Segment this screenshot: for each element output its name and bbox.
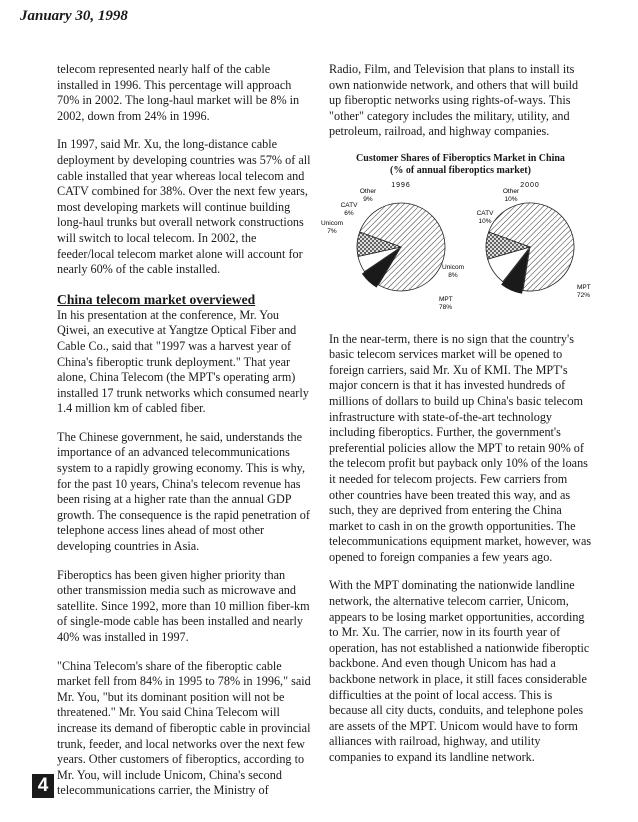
- pie-value-mpt: 72%: [577, 291, 591, 299]
- pie-label-catv: CATV: [340, 201, 358, 209]
- pie-label-mpt: MPT: [439, 295, 453, 303]
- pie-value-mpt: 78%: [439, 303, 453, 311]
- right-column: [320, 62, 592, 766]
- pie-year-label: 1996: [391, 181, 411, 189]
- section-heading: China telecom market overviewed: [57, 291, 256, 307]
- paragraph: The Chinese government, he said, understands the importance of an advanced telecommunications system to a rapidly growing economy. This is why, for the past 10 years, China's telecom revenue has been rising at a higher rate than the annual GDP growth. The consequence is the rapid penetration of telephone access lines ahead of most other developing countries in Asia.: [57, 429, 310, 554]
- pie-value-catv: 10%: [478, 217, 492, 225]
- paragraph: In 1997, said Mr. Xu, the long-distance cable deployment by developing countries was 57% of all cable installed that year whereas local telecom and CATV combined for 38%. Over the next few years, most developing markets will continue building long-haul trunks but overall network constructions will switch to local telecom. In 2002, the feeder/local telecom market alone will account for nearly 60% of the cable installed.: [57, 137, 311, 277]
- paragraph: Radio, Film, and Television that plans to install its own nationwide network, and others that will build up fiberoptic networks using rights-of-ways. This "other" category includes the military, utility, and petroleum, railroad, and highway companies.: [329, 62, 579, 139]
- paragraph: telecom represented nearly half of the cable installed in 1996. This percentage will approach 70% in 2002. The long-haul market will be 8% in 2002, down from 24% in 1996.: [57, 62, 300, 123]
- issue-date-header: January 30, 1998: [20, 8, 128, 24]
- pie-value-unicom: 7%: [327, 227, 337, 235]
- left-column: [57, 62, 313, 799]
- pie-label-unicom: Unicom: [441, 263, 465, 271]
- pie-charts-figure: [320, 152, 592, 322]
- paragraph: "China Telecom's share of the fiberoptic cable market fell from 84% in 1995 to 78% in 1996," said Mr. You, "but its dominant position will not be threatened." Mr. You said China Telecom will increase its demand of fiberoptic cable in provincial trunk, feeder, and local networks over the next few years. Other customers of fiberoptics, according to Mr. You, will include Unicom, China's second telecommunications carrier, the Ministry of: [57, 658, 311, 798]
- pie-label-other: Other: [502, 187, 520, 195]
- pie-label-mpt: MPT: [577, 283, 591, 291]
- pie-value-other: 10%: [504, 195, 518, 203]
- paragraph: In the near-term, there is no sign that the country's basic telecom services market will be opened to foreign carriers, said Mr. Xu of KMI. The MPT's major concern is that it has invested hundreds of millions of dollars to build up China's basic telecom infrastructure with state-of-the-art technology including fiberoptics. Further, the government's preferential policies allow the MPT to retain 90% of the telecom profit but payback only 10% of the loans it needed for telecom projects. Few carriers from other countries have been treated this way, and as such, they are deprived from entering the China market to cash in on the growth opportunities. The telecommunications equipment market, however, was opened to foreign companies a few years ago.: [329, 331, 592, 564]
- pie-label-catv: CATV: [476, 209, 494, 217]
- page-number: 4: [32, 774, 54, 798]
- pie-value-catv: 6%: [344, 209, 354, 217]
- pie-label-other: Other: [359, 187, 377, 195]
- pie-charts-svg: [320, 177, 592, 317]
- paragraph: Fiberoptics has been given higher priority than other transmission media such as microwave and satellite. Since 1992, more than 10 million fiber-km of single-mode cable has been installed and nearly 40% was installed in 1997.: [57, 567, 310, 644]
- pie-value-other: 9%: [363, 195, 373, 203]
- paragraph: In his presentation at the conference, Mr. You Qiwei, an executive at Yangtze Optical Fiber and Cable Co., said that "1997 was a harvest year of China's fiberoptic trunk deployment." That year alone, China Telecom (the MPT's operating arm) installed 17 trunk networks which consumed nearly 1.4 million km of cabled fiber.: [57, 307, 309, 416]
- chart-subtitle: (% of annual fiberoptics market): [390, 164, 531, 176]
- pie-year-label: 2000: [520, 181, 540, 189]
- pie-label-unicom: Unicom: [320, 219, 344, 227]
- chart-title: Customer Shares of Fiberoptics Market in China: [356, 152, 565, 164]
- pie-value-unicom: 8%: [448, 271, 458, 279]
- paragraph: With the MPT dominating the nationwide landline network, the alternative telecom carrier, Unicom, appears to be losing market opportunities, according to Mr. Xu. The carrier, now in its fourth year of operation, has not established a nationwide fiberoptic backbone. And even though Unicom has had a backbone network in place, it still faces considerable difficulties at the point of local access. This is because all city ducts, conduits, and telephone poles are assets of the MPT. Unicom would have to form alliances with railroad, highway, and utility companies to expand its landline network.: [329, 578, 590, 764]
